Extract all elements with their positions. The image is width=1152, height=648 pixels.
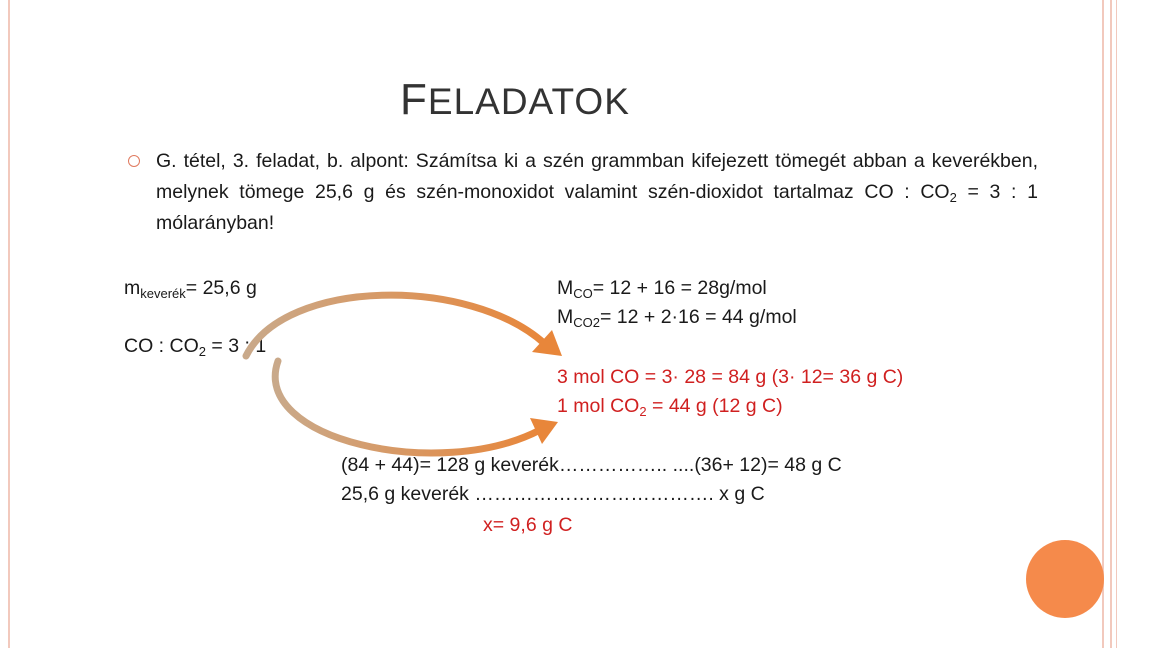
result: x= 9,6 g C	[483, 514, 573, 536]
proportion-line-2: 25,6 g keverék ………………………………. x g C	[341, 483, 765, 505]
moles-co: 3 mol CO = 3· 28 = 84 g (3· 12= 36 g C)	[557, 366, 904, 388]
task-text: G. tétel, 3. feladat, b. alpont: Számítsa ki a szén grammban kifejezett tömegét abban a keverékben, melynek tömege 25,6 g és szén-monoxidot valamint szén-dioxidot tartalmaz CO : $CO_2 = 3$ : 1 mólarányban!	[156, 150, 1038, 234]
page-title: FELADATOK	[400, 75, 630, 124]
given-ratio: CO : $CO_2 = 3$ : 1	[124, 335, 267, 359]
molar-mass-co2: $M_{CO2}= 12 + 2\cdot 16 = 44$ g/mol	[557, 306, 797, 330]
moles-co2: 1 mol $CO_2 = 44$ g (12 g C)	[557, 395, 783, 419]
arrow-lower	[275, 361, 558, 453]
proportion-line-1: (84 + 44)= 128 g keverék…………….. ....(36+ 12)= 48 g C	[341, 454, 842, 476]
molar-mass-co: $M_{CO}= 12 + 16 = 28g/mol$	[557, 277, 767, 301]
given-mass: $m_{keverék}= 25,6$ g	[124, 277, 257, 301]
arrow-upper	[246, 295, 562, 356]
